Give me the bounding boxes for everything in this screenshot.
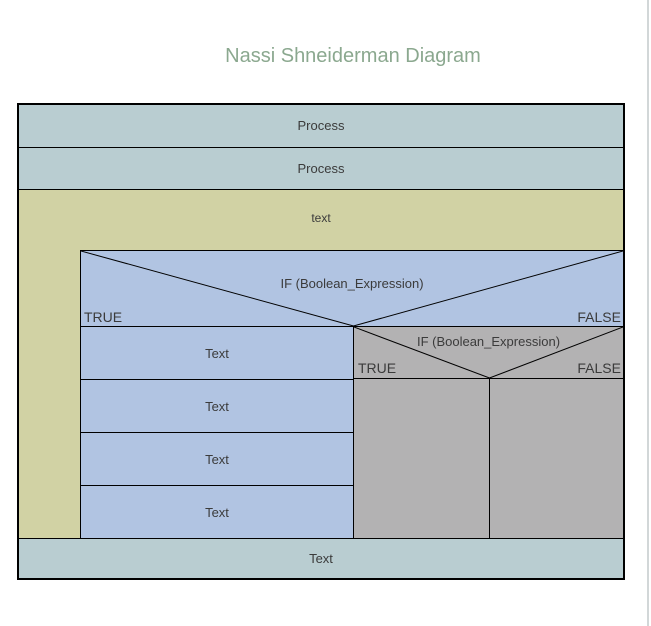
nested-if-false-label: FALSE	[577, 360, 621, 376]
outer-if-false-label: FALSE	[577, 309, 621, 325]
bottom-process-block-label: Text	[309, 551, 333, 566]
process-block-1-label: Process	[297, 118, 345, 133]
true-branch-row: Text	[81, 327, 353, 380]
page-title: Nassi Shneiderman Diagram	[225, 45, 481, 67]
process-block-2	[19, 148, 623, 190]
nested-if-true-branch	[354, 379, 490, 538]
nested-if-header	[354, 327, 623, 379]
outer-if-block	[80, 250, 623, 538]
true-branch-row: Text	[205, 504, 229, 520]
container-block	[19, 190, 623, 539]
container-block-label: text	[311, 211, 331, 225]
outer-if-true-label: TRUE	[84, 309, 123, 325]
outer-if-header	[80, 250, 623, 327]
bottom-process-block	[19, 539, 623, 578]
outer-if-true-branch	[80, 327, 353, 538]
nested-if-block	[353, 327, 623, 538]
process-block-1	[19, 105, 623, 148]
true-branch-row: Text	[81, 380, 353, 433]
structogram	[17, 103, 625, 580]
nested-if-false-branch	[490, 379, 623, 538]
outer-if-condition: IF (Boolean_Expression)	[280, 276, 424, 291]
nested-if-true-label: TRUE	[358, 360, 397, 376]
true-branch-row: Text	[81, 433, 353, 486]
window-edge-divider	[647, 0, 649, 626]
nested-if-body	[354, 379, 623, 538]
nested-if-condition: IF (Boolean_Expression)	[416, 334, 561, 349]
outer-if-body	[80, 327, 623, 538]
process-block-2-label: Process	[297, 161, 345, 176]
